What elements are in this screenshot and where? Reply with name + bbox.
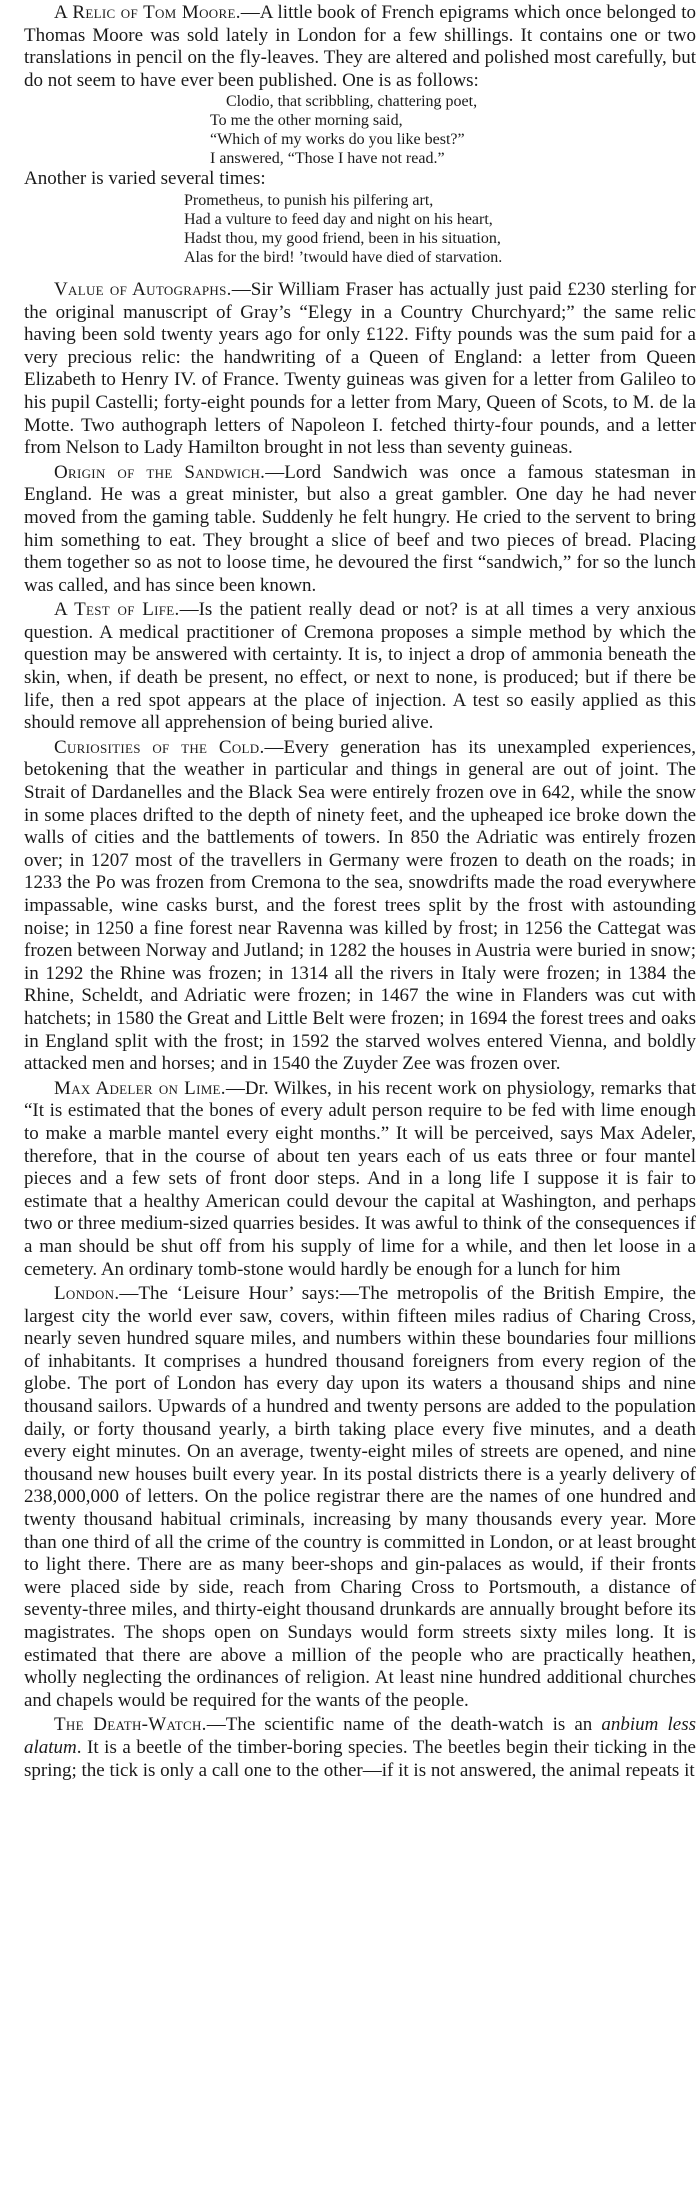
article-a-test-of-life xyxy=(24,599,696,735)
article-text: —A little book of French epigrams which once belonged to Thomas Moore was sold lately in London for a few shillings. It contains one or two translations in pencil on the fly-leaves. They are altered and polished most carefully, but do not seem to have ever been published. One is as follows: xyxy=(24,2,696,91)
verse-line: “Which of my works do you like best?” xyxy=(210,131,465,149)
article-paragraph xyxy=(24,1283,696,1712)
verse-line: Had a vulture to feed day and night on his heart, xyxy=(184,210,493,228)
article-text: —The ‘Leisure Hour’ says:—The metropolis of the British Empire, the largest city the world ever saw, covers, within fifteen miles radius of Charing Cross, nearly seven hundred square miles, and numbers within these boundaries four millions of inhabitants. It comprises a hundred thousand foreigners from every region of the globe. The port of London has every day upon its waters a thousand ships and nine thousand sailors. Upwards of a hundred and twenty persons are added to the population daily, or forty thousand yearly, a birth taking place every five minutes, and a death every eight minutes. On an average, twenty-eight miles of streets are opened, and nine thousand new houses built every year. In its postal districts there is a yearly delivery of 238,000,000 of letters. On the police registrar there are the names of one hundred and twenty thousand habitual criminals, increasing by many thousands every year. More than one third of all the crime of the country is committed in London, or at least brought to light there. There are as many beer-shops and gin-palaces as would, if their fronts were placed side by side, reach from Charing Cross to Portsmouth, a distance of seventy-three miles, and thirty-eight thousand drunkards are annually brought before its magistrates. The shops open on Sundays would form streets sixty miles long. It is estimated that there are above a million of the people who are practically heathen, wholly neglecting the ordinances of religion. At least nine hundred additional churches and chapels would be required for the wants of the people. xyxy=(24,1283,696,1711)
verse-line: To me the other morning said, xyxy=(210,112,403,130)
article-paragraph xyxy=(24,462,696,598)
article-paragraph xyxy=(24,279,696,460)
article-heading: Value of Autographs. xyxy=(54,278,232,300)
article-value-of-autographs xyxy=(24,279,696,460)
article-heading: The Death-Watch. xyxy=(54,1714,207,1736)
article-heading: Max Adeler on Lime. xyxy=(54,1077,226,1099)
article-paragraph xyxy=(24,737,696,1076)
article-the-death-watch xyxy=(24,1714,696,1782)
article-max-adeler-on-lime xyxy=(24,1078,696,1281)
verse-line: Hadst thou, my good friend, been in his situation, xyxy=(184,229,501,247)
verse-line: I answered, “Those I have not read.” xyxy=(210,150,445,168)
article-text: —Lord Sandwich was once a famous statesman in England. He was a great minister, but also a great gambler. One day he had never moved from the gaming table. Suddenly he felt hungry. He cried to the servent to bring him something to eat. They brought a slice of beef and two pieces of bread. Placing them together so as not to loose time, he devoured the first “sandwich,” for so the lunch was called, and has since been known. xyxy=(24,461,696,596)
connector-text: Another is varied several times: xyxy=(24,168,266,190)
article-heading: London. xyxy=(54,1283,120,1305)
article-curiosities-of-the-cold xyxy=(24,737,696,1076)
article-heading: Origin of the Sandwich. xyxy=(54,461,266,483)
article-paragraph xyxy=(24,599,696,735)
article-text: —Every generation has its unexampled experiences, betokening that the weather in particular and things in general are out of joint. The Strait of Dardanelles and the Black Sea were entirely frozen ove in 642, while the snow in some places drifted to the depth of ninety feet, and the upheaped ice broke down the walls of cities and the battlements of towers. In 850 the Adriatic was entirely frozen over; in 1207 most of the travellers in Germany were frozen to death on the roads; in 1233 the Po was frozen from Cremona to the sea, snowdrifts made the road everywhere impassable, wine casks burst, and the forest trees split by the frost with astounding noise; in 1250 a fine forest near Ravenna was killed by frost; in 1256 the Cattegat was frozen between Norway and Jutland; in 1282 the houses in Austria were buried in snow; in 1292 the Rhine was frozen; in 1314 all the rivers in Italy were frozen; in 1384 the Rhine, Scheldt, and Adriatic were frozen; in 1467 the wine in Flanders was cut with hatchets; in 1580 the Great and Little Belt were frozen; in 1694 the forest trees and oaks in England split with the frost; in 1592 the starved wolves entered Vienna, and boldly attacked men and horses; and in 1540 the Zuyder Zee was frozen over. xyxy=(24,736,696,1075)
article-heading: A Relic of Tom Moore. xyxy=(54,2,241,23)
article-paragraph xyxy=(24,1714,696,1782)
article-text: . It is a beetle of the timber-boring species. The beetles begin their ticking in the spring; the tick is only a call one to the other—if it is not answered, the animal repeats it xyxy=(24,1736,696,1781)
article-text: —Dr. Wilkes, in his recent work on physiology, remarks that “It is estimated that the bones of every adult person require to be fed with lime enough to make a marble mantel every eight months.” It will be perceived, says Max Adeler, therefore, that in the course of about ten years each of us eats three or four mantel pieces and a few sets of front door steps. And in a long life I suppose it is fair to estimate that a healthy American could devour the capital at Washington, and perhaps two or three medium-sized quarries besides. It was awful to think of the consequences if a man should be shut off from his supply of lime for a while, and then let loose in a cemetery. An ordinary tomb-stone would hardly be enough for a lunch for him xyxy=(24,1077,696,1280)
article-paragraph xyxy=(24,2,696,92)
article-london xyxy=(24,1283,696,1712)
article-paragraph xyxy=(24,1078,696,1281)
epigram-verse xyxy=(184,191,696,267)
article-relic-of-tom-moore xyxy=(24,0,696,267)
article-text: —Sir William Fraser has actually just paid £230 sterling for the original manuscript of Gray’s “Elegy in a Country Churchyard;” the same relic having been sold twenty years ago for only £122. Fifty pounds was the sum paid for a very precious relic: the handwriting of a Queen of England: a letter from Queen Elizabeth to Henry IV. of France. Twenty guineas was given for a letter from Galileo to his pupil Castelli; forty-eight pounds for a letter from Mary, Queen of Scots, to M. de la Motte. Two authograph letters of Napoleon I. fetched thirty-four pounds, and a letter from Nelson to Lady Hamilton brought in not less than seventy guineas. xyxy=(24,278,696,459)
epigram-verse xyxy=(184,92,696,168)
article-heading: A Test of Life. xyxy=(54,599,180,621)
verse-line: Clodio, that scribbling, chattering poet, xyxy=(226,93,478,111)
scientific-name: anbium less alatum xyxy=(24,1714,696,1758)
article-text: —The scientific name of the death-watch is an xyxy=(206,1714,602,1736)
article-text: —Is the patient really dead or not? is at all times a very anxious question. A medical practitioner of Cremona proposes a simple method by which the question may be answered with certainty. It is, to inject a drop of ammonia beneath the skin, when, if death be present, no effect, or next to none, is produced; but if there be life, then a red spot appears at the place of injection. A test so easily applied as this should remove all apprehension of being buried alive. xyxy=(24,599,696,734)
article-origin-of-the-sandwich xyxy=(24,462,696,598)
verse-line: Prometheus, to punish his pilfering art, xyxy=(184,191,434,209)
verse-line: Alas for the bird! ’twould have died of starvation. xyxy=(184,248,503,266)
article-heading: Curiosities of the Cold. xyxy=(54,736,265,758)
